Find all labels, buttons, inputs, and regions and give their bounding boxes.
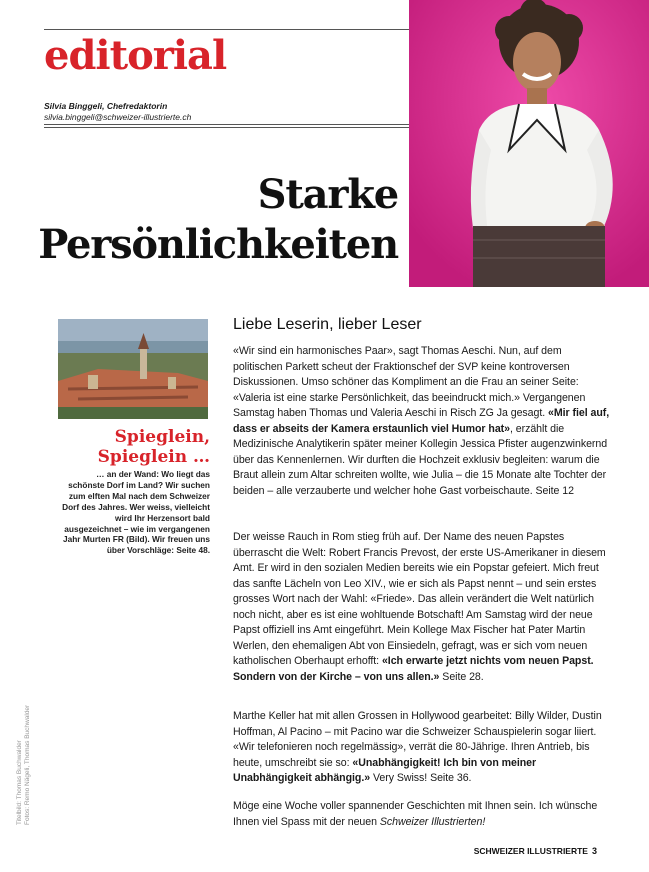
sidebar-title-line-2: Spieglein … — [97, 447, 210, 467]
paragraph-4 — [233, 799, 613, 830]
page-footer — [474, 846, 597, 856]
p3-text-b: Very Swiss! Seite 36. — [370, 772, 472, 784]
author-block — [44, 101, 191, 123]
paragraph-3 — [233, 709, 613, 787]
photo-credits — [16, 705, 32, 825]
p4-text-a: Möge eine Woche voller spannender Geschichten mit Ihnen sein. Ich wünsche Ihnen viel Spass mit der neuen — [233, 800, 598, 828]
author-rule-2 — [44, 127, 409, 128]
headline-line-2: Persönlichkeiten — [38, 221, 398, 268]
headline-line-1: Starke — [257, 171, 398, 218]
paragraph-2 — [233, 530, 613, 685]
p2-text-a: Der weisse Rauch in Rom stieg früh auf. Der Name des neuen Papstes überrascht die Welt: Robert Francis Prevost, der erste US-Amerikaner in diesem Amt. Er wird in den sozialen Medien bereits wie ein Popstar gefeiert. Mich freut das sanfte Lächeln von Leo XIV., wie er sich als Papst nennt – und sein erstes grosses Wort nach der Wahl: «Friede». Das allein verändert die Welt natürlich noch nicht, aber es ist eine wohltuende Botschaft! Am Samstag wird der neue Papst offiziell ins Amt eingeführt. Mein Kollege Max Fischer hat Pater Martin Werlen, den ehemaligen Abt von Einsiedeln, gefragt, was er sich vom neuen katholischen Oberhaupt erhofft: — [233, 531, 606, 667]
paragraph-1 — [233, 344, 613, 499]
author-rule — [44, 124, 409, 125]
village-illustration — [58, 319, 208, 419]
p2-text-b: Seite 28. — [439, 670, 484, 683]
p3-bold: «Unabhängigkeit! Ich bin von meiner Unabhängigkeit abhängig.» — [233, 756, 537, 784]
p1-text-b: , erzählt die Medizinische Analytikerin später meiner Kollegin Jessica Pfister augenzwinkernd über das Kennenlernen. Wir durften die Hochzeit exklusiv begleiten: warum die Braut allein zum Altar schreiten wollte, wie Julia – die 15 Monate alte Tochter der beiden – alle verzauberte und welcher hohe Gast vorbeischaute. Seite 12 — [233, 422, 608, 497]
village-photo — [58, 319, 208, 419]
portrait-illustration — [409, 0, 649, 287]
salutation: Liebe Leserin, lieber Leser — [233, 316, 422, 333]
author-email: silvia.binggeli@schweizer-illustrierte.ch — [44, 112, 192, 122]
sidebar-title-line-1: Spieglein, — [114, 427, 210, 447]
p1-text-a: «Wir sind ein harmonisches Paar», sagt Thomas Aeschi. Nun, auf dem politischen Parkett scheut der Fraktionschef der SVP keine kontroversen Diskussionen. Umso schöner das Kompliment an die Frau an seiner Seite: «Valeria ist eine starke Persönlichkeit, das beeindruckt mich.» Vergangenen Samstag haben Thomas und Valeria Aeschi in Risch ZG Ja gesagt. — [233, 345, 586, 419]
credit-line-2: Fotos: Remo Nägeli, Thomas Buchwalder — [24, 704, 31, 825]
section-title: editorial — [44, 32, 227, 79]
headline — [20, 170, 398, 270]
portrait-photo — [409, 0, 649, 287]
sidebar-title — [58, 427, 210, 467]
top-rule — [44, 29, 409, 30]
p2-bold: «Ich erwarte jetzt nichts vom neuen Papst. Sondern von der Kirche – von uns allen.» — [233, 655, 594, 683]
p1-bold: «Mir fiel auf, dass er abseits der Kamera erstaunlich viel Humor hat» — [233, 407, 610, 435]
credit-line-1: Titelbild: Thomas Buchwalder — [16, 740, 23, 825]
p3-text-a: Marthe Keller hat mit allen Grossen in Hollywood gearbeitet: Billy Wilder, Dustin Hoffman, Al Pacino – mit Pacino war die Schweizer Schauspielerin sogar liiert. «Wir telefonieren noch regelmässig», verrät die 80-Jährige. Ihren Antrieb, bis heute, umschreibt sie so: — [233, 710, 602, 769]
page-number: 3 — [591, 846, 597, 856]
author-name: Silvia Binggeli, Chefredaktorin — [44, 101, 168, 111]
magazine-name: SCHWEIZER ILLUSTRIERTE — [473, 846, 588, 856]
sidebar-text: … an der Wand: Wo liegt das schönste Dorf im Land? Wir suchen zum elften Mal nach dem Schweizer Dorf des Jahres. Wer weiss, vielleicht wird Ihr Herzensort bald ausgezeichnet – wie im vergangenen Jahr Murten FR (Bild). Wir freuen uns über Vorschläge: Seite 48. — [62, 469, 210, 556]
p4-italic: Schweizer Illustrierten! — [379, 815, 486, 828]
